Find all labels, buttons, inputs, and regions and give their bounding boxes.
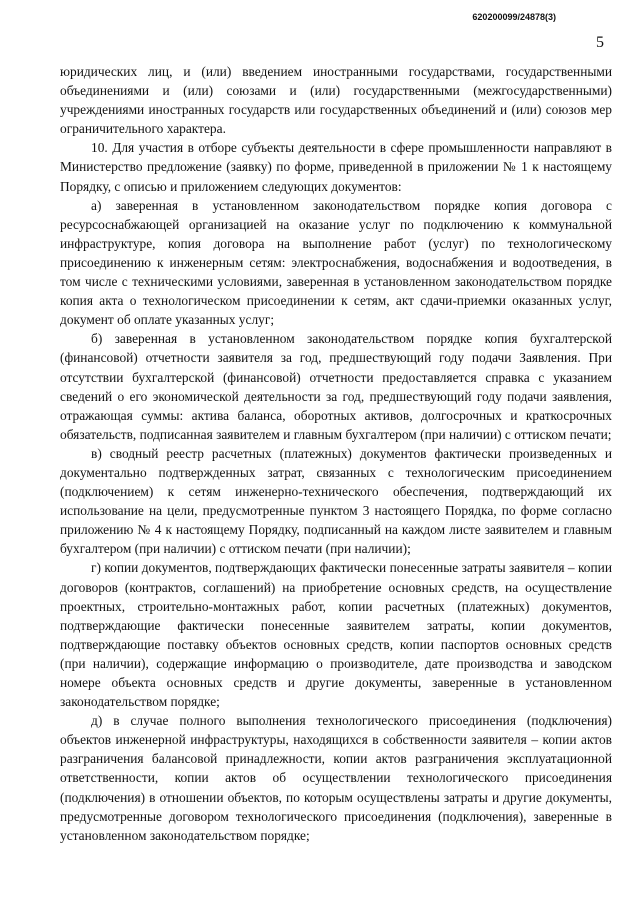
paragraph-subitem-d: д) в случае полного выполнения технологического присоединения (подключения) объектов инженерной инфраструктуры, находящихся в собственности заявителя – копии актов разграничения балансовой принадлежности, копии актов разграничения эксплуатационной ответственности, копии актов об осуществлении технологического присоединения (подключения) в отношении объектов, по которым осуществлены затраты и другие документы, предусмотренные договором технологического присоединения (подключения), заверенные в установленном законодательством порядке; <box>60 713 612 843</box>
page-number: 5 <box>596 34 604 51</box>
paragraph-subitem-b: б) заверенная в установленном законодательством порядке копия бухгалтерской (финансовой) отчетности заявителя за год, предшествующий году подачи Заявления. При отсутствии бухгалтерской (финансовой) отчетности предоставляется справка с указанием сведений о его экономической деятельности за год, предшествующий году подачи заявления, отражающая суммы: актива баланса, оборотных активов, долгосрочных и краткосрочных обязательств, подписанная заявителем и главным бухгалтером (при наличии) с оттиском печати; <box>60 331 612 442</box>
document-body <box>60 62 612 845</box>
document-id: 620200099/24878(3) <box>472 12 556 22</box>
paragraph-subitem-g: г) копии документов, подтверждающих фактически понесенные затраты заявителя – копии договоров (контрактов, соглашений) на приобретение основных средств, на осуществление проектных, строительно-монтажных работ, копии расчетных (платежных) документов, подтверждающие фактически понесенные заявителем затраты, копии документов, подтверждающие поставку объектов основных средств, копии паспортов основных средств (при наличии), содержащие информацию о производителе, дате производства и заводском номере объекта основных средств и другие документы, заверенные в установленном законодательством порядке; <box>60 560 612 710</box>
paragraph-continuation: юридических лиц, и (или) введением иностранными государствами, государственными объединениями и (или) союзами и (или) государственными (межгосударственными) учреждениями иностранных государств или государственных объединений и (или) союзов мер ограничительного характера. <box>60 64 612 137</box>
paragraph-subitem-a: а) заверенная в установленном законодательством порядке копия договора с ресурсоснабжающей организацией на оказание услуг по подключению к коммунальной инфраструктуре, копия договора на выполнение работ (услуг) по технологическому присоединению к инженерным сетям: электроснабжения, водоснабжения и водоотведения, в том числе с техническими условиями, заверенная в установленном законодательством порядке копия акта о технологическом присоединении к сетям, акт сдачи-приемки оказанных услуг, документ об оплате указанных услуг; <box>60 197 612 328</box>
paragraph-subitem-v: в) сводный реестр расчетных (платежных) документов фактически произведенных и документально подтвержденных затрат, связанных с технологическим присоединением (подключением) к сетям инженерно-технического обеспечения, подтверждающий их использование на цели, предусмотренные пунктом 3 настоящего Порядка, по форме согласно приложению № 4 к настоящему Порядку, подписанный на каждом листе заявителем и главным бухгалтером (при наличии) с оттиском печати (при наличии); <box>60 445 612 557</box>
paragraph-item-10: 10. Для участия в отборе субъекты деятельности в сфере промышленности направляют в Министерство предложение (заявку) по форме, приведенной в приложении № 1 к настоящему Порядку, с описью и приложением следующих документов: <box>60 140 612 194</box>
